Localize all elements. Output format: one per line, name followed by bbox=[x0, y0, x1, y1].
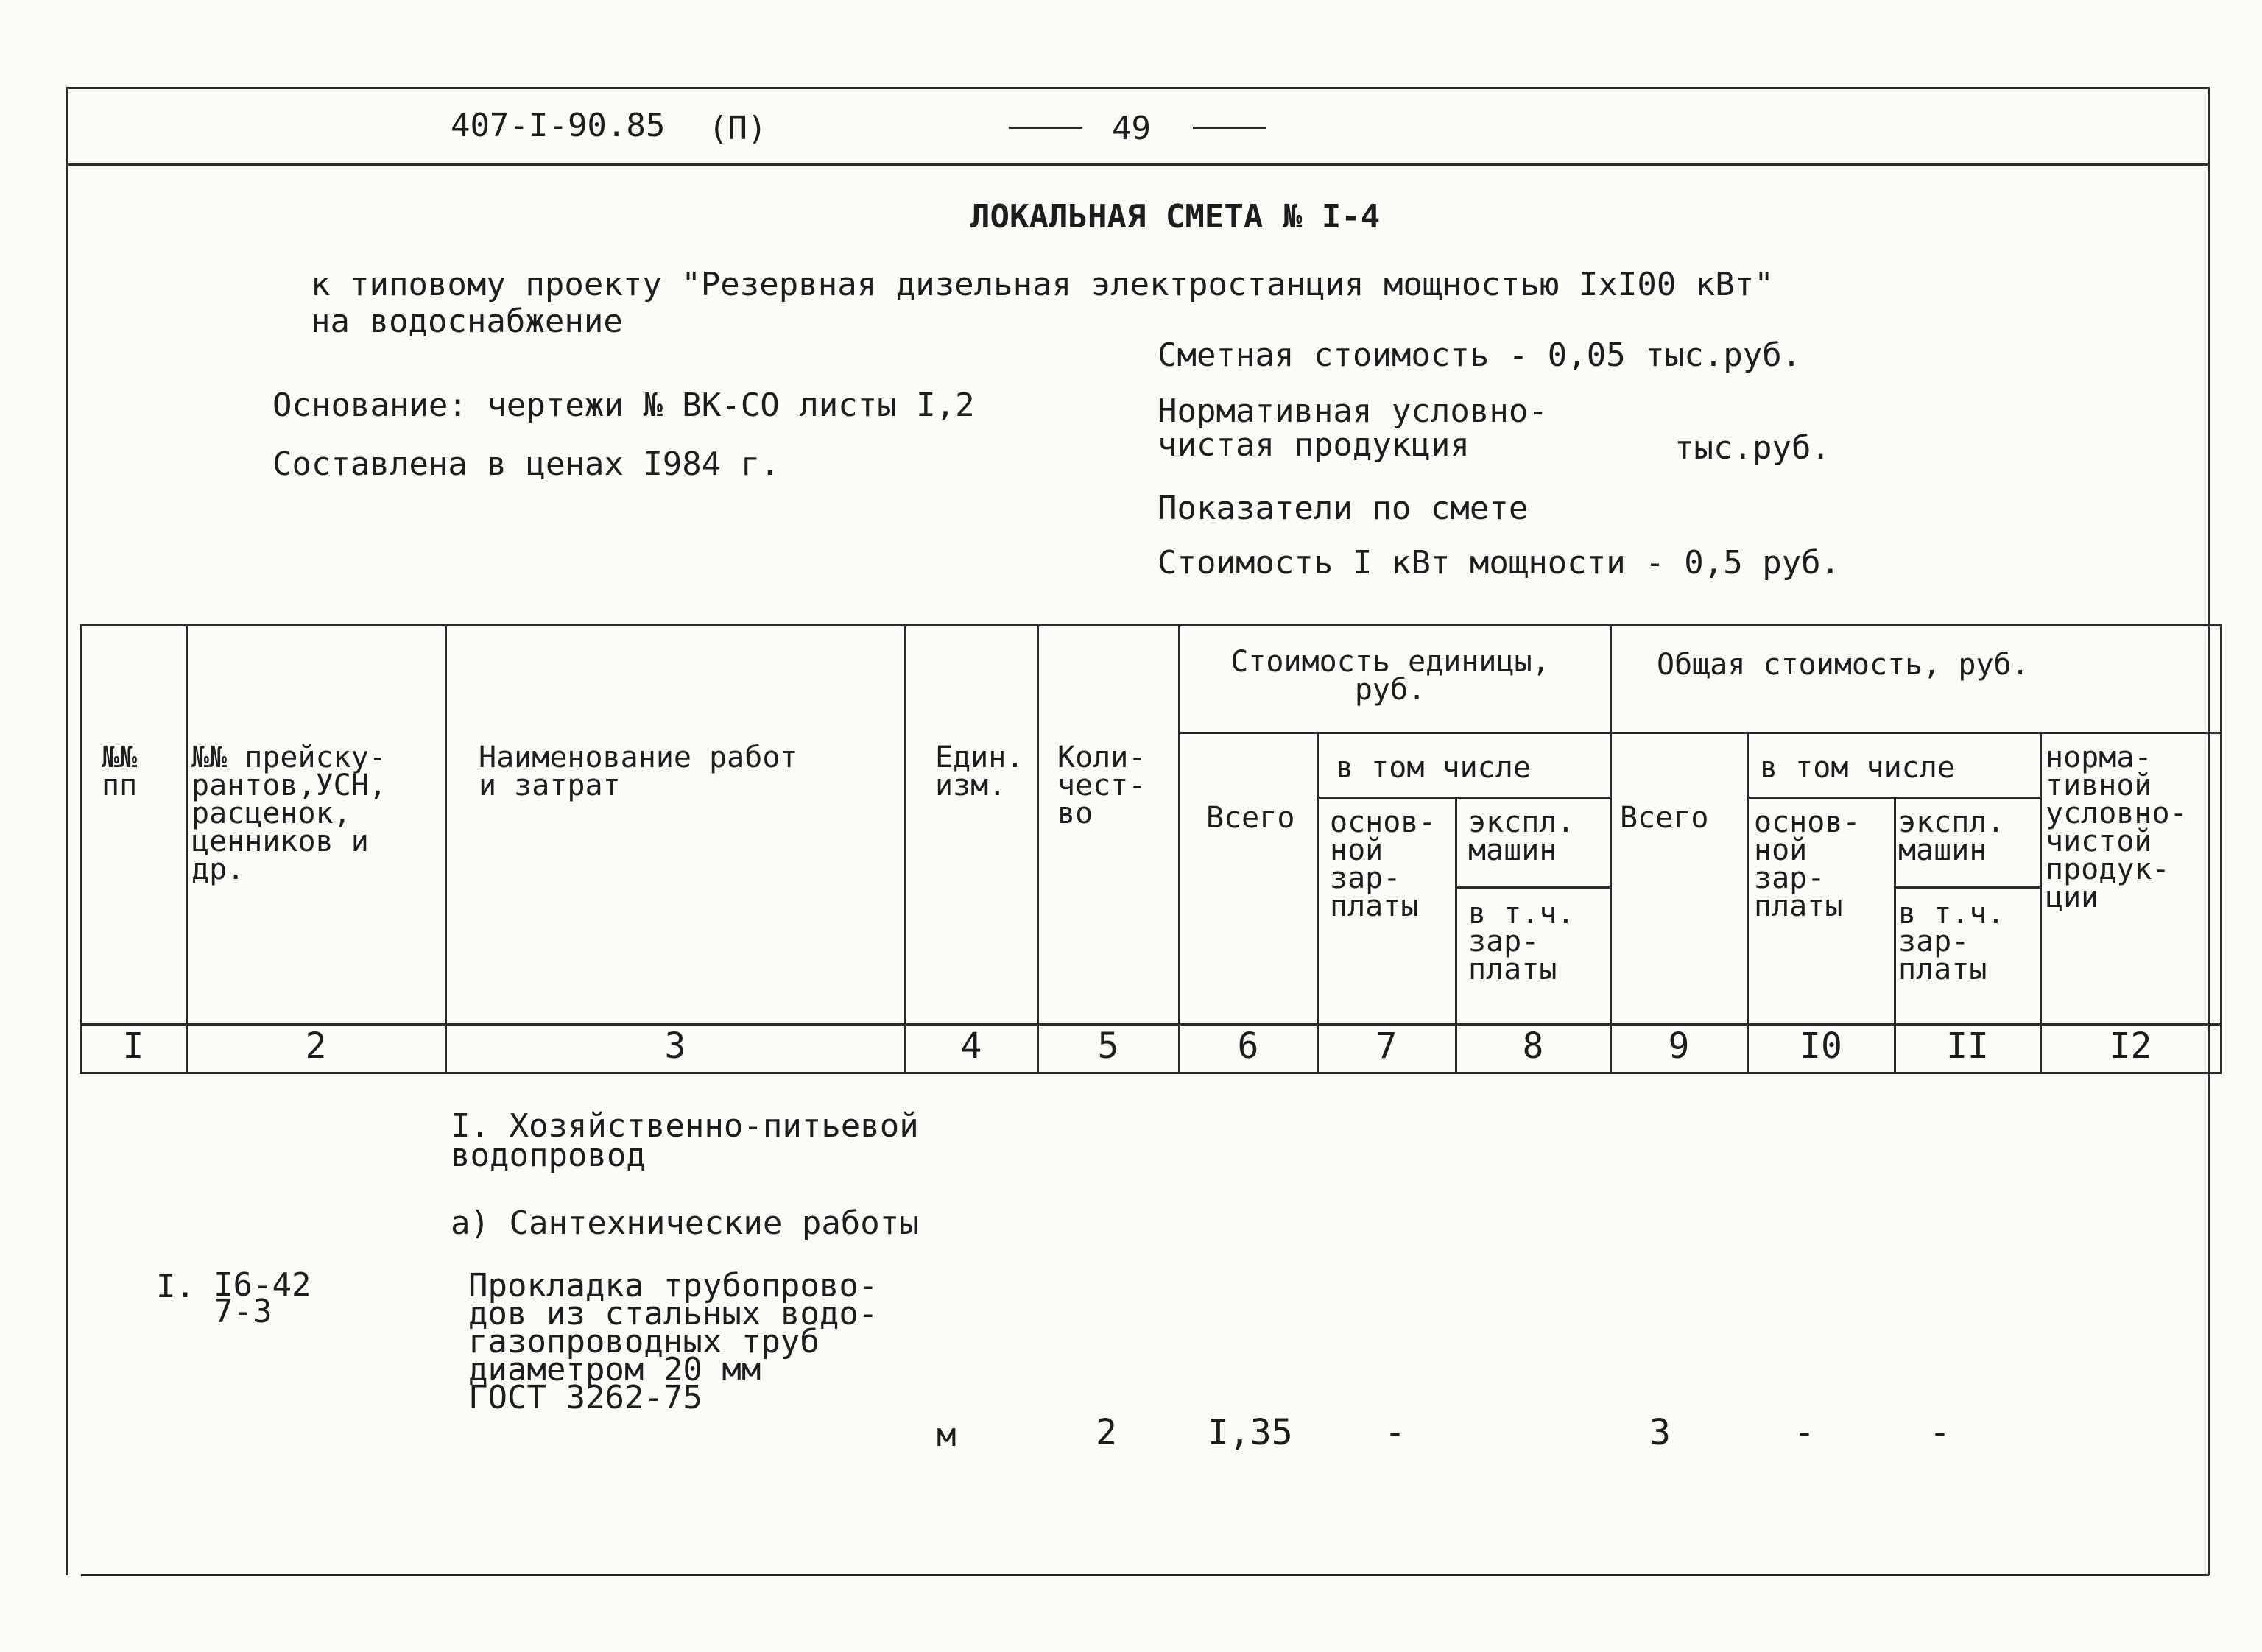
table-vline-0 bbox=[80, 624, 82, 1073]
table-vline-1 bbox=[186, 624, 188, 1073]
header-total-cost-group: Общая стоимость, руб. bbox=[1657, 648, 2029, 682]
header-strip-line bbox=[66, 163, 2209, 166]
table-ekspl-line-2 bbox=[1894, 886, 2040, 889]
table-vline-3 bbox=[904, 624, 906, 1073]
colnum-11: II bbox=[1946, 1026, 1989, 1067]
subtitle-line-1: к типовому проекту "Резервная дизельная электростанция мощностью IxI00 кВт" bbox=[311, 266, 1774, 303]
row-unit-cost-total: I,35 bbox=[1208, 1412, 1293, 1453]
header-unit-vsego: Всего bbox=[1206, 801, 1295, 835]
header-col5: Коли- чест- во bbox=[1057, 741, 1146, 830]
section-title: I. Хозяйственно-питьевой водопровод bbox=[451, 1107, 919, 1174]
table-v-tom-chisle-line-1 bbox=[1317, 797, 1610, 799]
frame-right-line bbox=[2208, 87, 2210, 1575]
table-header-bottom-line bbox=[80, 1023, 2222, 1026]
header-col1: №№ пп bbox=[102, 741, 138, 802]
document-title: ЛОКАЛЬНАЯ СМЕТА № I-4 bbox=[970, 198, 1381, 236]
header-total-osnov: основ- ной зар- платы bbox=[1754, 805, 1861, 923]
colnum-9: 9 bbox=[1668, 1026, 1690, 1067]
page-number-dash-right bbox=[1193, 127, 1266, 129]
estimated-cost-line: Сметная стоимость - 0,05 тыс.руб. bbox=[1158, 336, 1802, 374]
colnum-5: 5 bbox=[1097, 1026, 1119, 1067]
colnum-3: 3 bbox=[664, 1026, 686, 1067]
frame-left-line bbox=[66, 87, 68, 1575]
frame-top-line bbox=[66, 87, 2209, 89]
header-unit-osnov: основ- ной зар- платы bbox=[1330, 805, 1437, 923]
basis-line: Основание: чертежи № ВК-СО листы I,2 bbox=[272, 386, 975, 424]
table-vline-9 bbox=[1747, 732, 1749, 1073]
colnum-4: 4 bbox=[960, 1026, 982, 1067]
header-unit-v-t-ch: в т.ч. зар- платы bbox=[1468, 897, 1575, 986]
subsection-title: а) Сантехнические работы bbox=[451, 1204, 919, 1242]
doc-mark: (П) bbox=[708, 110, 767, 147]
table-top-line bbox=[80, 624, 2222, 626]
colnum-8: 8 bbox=[1522, 1026, 1544, 1067]
row-unit: м bbox=[937, 1416, 956, 1454]
header-total-v-t-ch: в т.ч. зар- платы bbox=[1898, 897, 2005, 986]
header-col2: №№ прейску- рантов,УСН, расценок, ценников и др. bbox=[191, 741, 387, 886]
prices-year-line: Составлена в ценах I984 г. bbox=[272, 445, 780, 483]
row-quantity: 2 bbox=[1096, 1412, 1117, 1453]
normative-label: Нормативная условно- чистая продукция bbox=[1158, 392, 1548, 464]
subtitle-line-2: на водоснабжение bbox=[311, 303, 623, 340]
table-subgroup-line bbox=[1178, 732, 2222, 734]
header-total-ekspl: экспл. машин bbox=[1898, 805, 2005, 867]
colnum-7: 7 bbox=[1375, 1026, 1398, 1067]
row-number: I. bbox=[156, 1268, 195, 1305]
colnum-2: 2 bbox=[305, 1026, 327, 1067]
table-vline-11 bbox=[2040, 732, 2042, 1073]
header-unit-ekspl: экспл. машин bbox=[1468, 805, 1575, 867]
page-number-dash-left bbox=[1009, 127, 1082, 129]
table-vline-5 bbox=[1178, 624, 1180, 1073]
cost-per-kw-line: Стоимость I кВт мощности - 0,5 руб. bbox=[1158, 544, 1841, 582]
normative-unit: тыс.руб. bbox=[1674, 429, 1831, 467]
indicators-label: Показатели по смете bbox=[1158, 490, 1529, 527]
header-col4: Един. изм. bbox=[935, 741, 1024, 802]
header-total-v-tom-chisle: в том числе bbox=[1760, 751, 1955, 785]
header-normativnoy: норма- тивной условно- чистой продук- ции bbox=[2046, 741, 2188, 914]
table-ekspl-line-1 bbox=[1455, 886, 1610, 889]
colnum-10: I0 bbox=[1800, 1026, 1842, 1067]
row-price-ref: I6-42 7-3 bbox=[214, 1266, 311, 1330]
row-total-base-salary: - bbox=[1794, 1412, 1815, 1453]
row-total-machine: - bbox=[1929, 1412, 1951, 1453]
row-total-cost: 3 bbox=[1649, 1412, 1671, 1453]
row-unit-cost-base-salary: - bbox=[1384, 1412, 1406, 1453]
table-colnum-bottom-line bbox=[80, 1072, 2222, 1074]
header-total-vsego: Всего bbox=[1620, 801, 1709, 835]
doc-code: 407-I-90.85 bbox=[451, 107, 666, 144]
row-name: Прокладка трубопрово- дов из стальных водо- газопроводных труб диаметром 20 мм ГОСТ 3262-75 bbox=[468, 1267, 878, 1416]
table-vline-6 bbox=[1317, 732, 1319, 1073]
table-vline-8 bbox=[1610, 624, 1612, 1073]
frame-bottom-line bbox=[81, 1574, 2209, 1576]
header-unit-v-tom-chisle: в том числе bbox=[1336, 751, 1531, 785]
header-col3: Наименование работ и затрат bbox=[479, 741, 798, 802]
table-vline-2 bbox=[445, 624, 447, 1073]
colnum-6: 6 bbox=[1237, 1026, 1259, 1067]
table-v-tom-chisle-line-2 bbox=[1747, 797, 2040, 799]
header-unit-cost-group: Стоимость единицы, руб. bbox=[1230, 645, 1550, 707]
page-number: 49 bbox=[1112, 110, 1151, 147]
table-vline-12 bbox=[2220, 624, 2222, 1073]
colnum-1: I bbox=[122, 1026, 144, 1067]
table-vline-4 bbox=[1037, 624, 1039, 1073]
colnum-12: I2 bbox=[2109, 1026, 2152, 1067]
